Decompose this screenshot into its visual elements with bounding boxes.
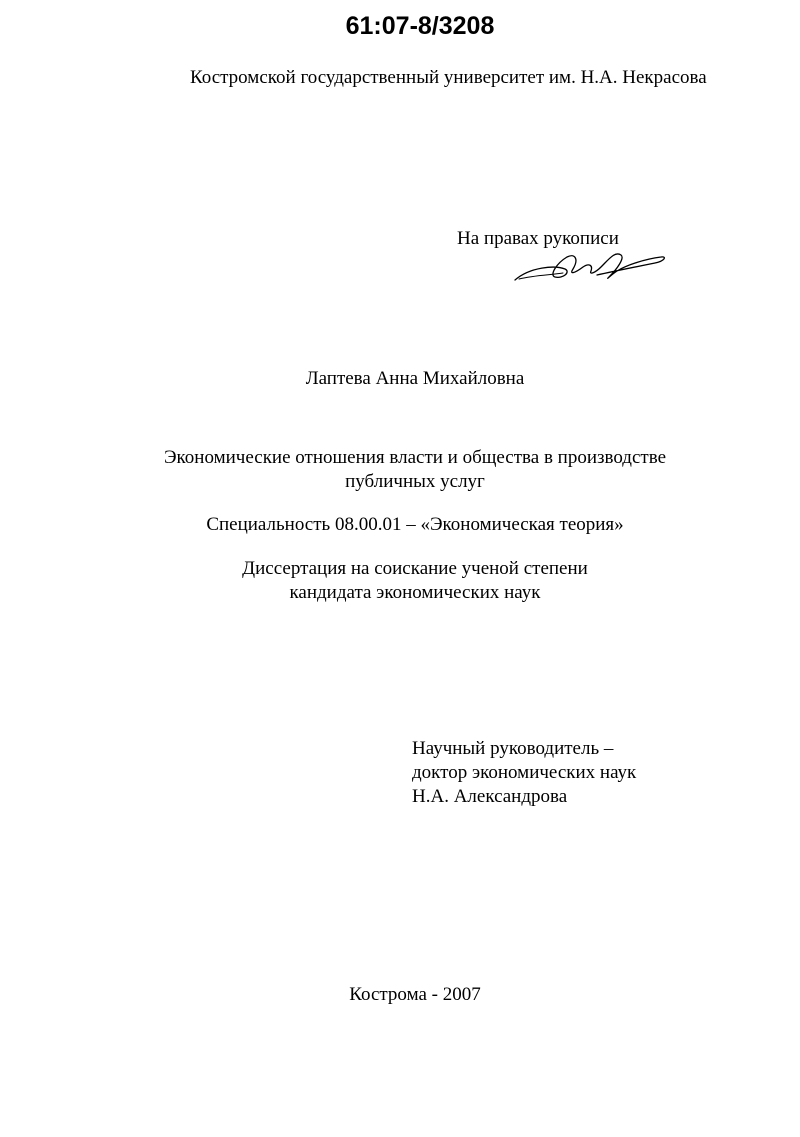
supervisor-block <box>412 737 636 809</box>
city-year: Кострома - 2007 <box>349 984 481 1005</box>
dissertation-title-line-1: Экономические отношения власти и общества в производстве <box>164 447 666 468</box>
author-name: Лаптева Анна Михайловна <box>305 368 525 389</box>
supervisor-role: Научный руководитель – <box>412 738 614 759</box>
dissertation-title-line-2: публичных услуг <box>345 471 485 492</box>
supervisor-name: Н.А. Александрова <box>412 786 568 807</box>
archive-code: 61:07-8/3208 <box>345 12 495 40</box>
degree-line-2: кандидата экономических наук <box>289 582 541 603</box>
university-name: Костромской государственный университет им. Н.А. Некрасова <box>190 67 707 88</box>
degree-line-1: Диссертация на соискание ученой степени <box>242 558 588 579</box>
signature-image <box>505 245 670 290</box>
rights-note: На правах рукописи <box>457 228 619 249</box>
supervisor-credentials: доктор экономических наук <box>412 762 637 783</box>
specialty: Специальность 08.00.01 – «Экономическая теория» <box>206 514 624 535</box>
